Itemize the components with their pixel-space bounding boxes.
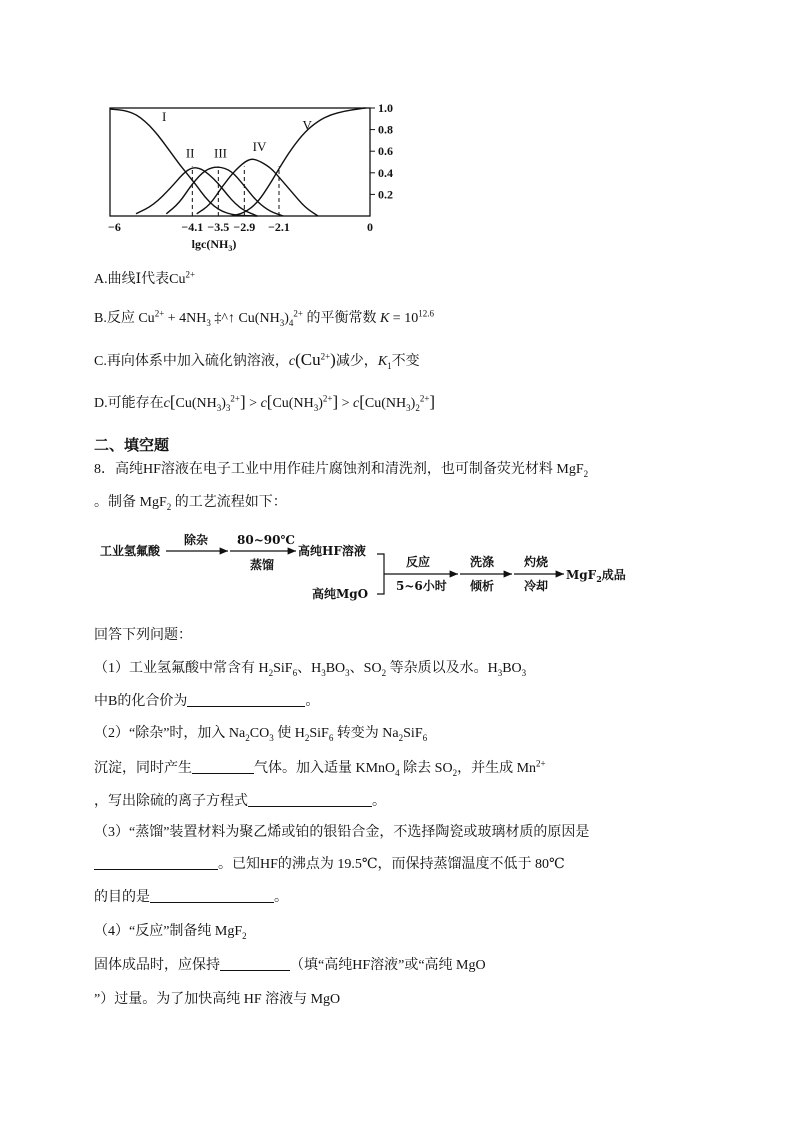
- x-tick-label: −2.1: [268, 220, 290, 234]
- series-label: III: [214, 145, 227, 161]
- q3-line3: 的目的是 。: [94, 890, 288, 905]
- section-title: 二、填空题: [94, 436, 170, 454]
- answer-blank-4[interactable]: [94, 855, 218, 870]
- q3-line2: 。已知HF的沸点为 19.5℃，而保持蒸馏温度不低于 80℃: [94, 855, 565, 875]
- x-tick-label: −6: [108, 220, 121, 234]
- flow-join-bracket: [377, 554, 384, 594]
- flow-step1-label: 除杂: [184, 533, 209, 547]
- flow-step2-top: 80~90℃: [237, 533, 295, 547]
- option-c: C.再向体系中加入硫化钠溶液，$c(Cu^{2+})$减少，$K_1$不变: [94, 350, 420, 371]
- flow-wash-bottom: 倾析: [470, 579, 495, 593]
- q1-line1: （1）工业氢氟酸中常含有 $H_2SiF_6$、$H_3BO_3$、$SO_2$ 等杂质以及水。$H_3BO_3$: [94, 661, 527, 678]
- y-tick-label: 0.6: [378, 144, 393, 159]
- option-a: A.曲线Ⅰ代表$Cu^{2+}$: [94, 269, 196, 287]
- flow-reagent-mgo: 高纯MgO: [312, 587, 369, 601]
- series-line-I: [110, 109, 257, 216]
- y-tick-label: 0.4: [378, 165, 393, 180]
- q2-line1: （2）“除杂”时，加入 $Na_2CO_3$ 使 $H_2SiF_6$ 转变为 $Na_2SiF_6$: [94, 726, 428, 743]
- option-b: B.反应 $Cu^{2+} + 4NH_3$ ‡^↑ $Cu(NH_3)_4^{2+}$ 的平衡常数 $K = 10^{12.6}$: [94, 308, 434, 328]
- series-line-II: [136, 168, 257, 216]
- flow-product-hf: 高纯HF溶液: [298, 544, 366, 558]
- q8-line1: 8．高纯HF溶液在电子工业中用作硅片腐蚀剂和清洗剂，也可制备荧光材料 MgF$_2$: [94, 462, 589, 479]
- answer-blank-3[interactable]: [248, 792, 372, 807]
- x-tick-label: 0: [367, 220, 373, 234]
- flow-react-top: 反应: [406, 555, 431, 569]
- series-label: IV: [252, 139, 267, 155]
- answer-blank-5[interactable]: [150, 888, 274, 903]
- process-flow-diagram: [100, 528, 660, 608]
- q8-line2: 。制备 MgF$_2$ 的工艺流程如下：: [94, 495, 287, 512]
- q2-line3: ，写出除硫的离子方程式 。: [94, 794, 386, 809]
- flow-final-product: MgF$_2$成品: [566, 568, 626, 584]
- series-label: I: [161, 108, 167, 124]
- y-tick-label: 1.0: [378, 101, 393, 115]
- x-tick-label: −2.9: [233, 220, 256, 234]
- plot-frame: [110, 108, 370, 216]
- flow-burn-top: 灼烧: [524, 555, 549, 569]
- series-label: II: [185, 145, 195, 161]
- q1-line2: 中B的化合价为 。: [94, 694, 320, 709]
- q2-line2: 沉淀，同时产生 气体。加入适量 KMnO$_4$ 除去 $SO_2$，并生成 $Mn^{2+}$: [94, 758, 546, 778]
- q4-line2: 固体成品时，应保持 （填“高纯HF溶液”或“高纯 MgO: [94, 958, 486, 973]
- x-tick-label: −3.5: [207, 220, 230, 234]
- option-d: D.可能存在$c[Cu(NH_3)_3^{2+}] > c[Cu(NH_3)^{2+}] > c[Cu(NH_3)_2^{2+}]$: [94, 392, 436, 413]
- flow-wash-top: 洗涤: [470, 555, 495, 569]
- q4-line3: ”）过量。为了加快高纯 HF 溶液与 MgO: [94, 992, 341, 1007]
- answer-blank-6[interactable]: [220, 956, 290, 971]
- y-tick-label: 0.2: [378, 187, 393, 202]
- series-label: V: [302, 117, 312, 133]
- x-axis-label: $\lg c(NH_3)$: [191, 237, 237, 253]
- x-tick-label: −4.1: [181, 220, 204, 234]
- flow-start: 工业氢氟酸: [100, 544, 161, 558]
- distribution-chart: [100, 98, 410, 260]
- y-tick-label: 0.8: [378, 122, 393, 137]
- q4-line1: （4）“反应”制备纯 MgF$_2$: [94, 924, 247, 941]
- flow-burn-bottom: 冷却: [524, 579, 549, 593]
- q3-line1: （3）“蒸馏”装置材料为聚乙烯或铂的银铅合金，不选择陶瓷或玻璃材质的原因是: [94, 825, 590, 840]
- flow-react-bottom: 5~6小时: [396, 579, 447, 593]
- answer-blank-2[interactable]: [192, 759, 254, 774]
- questions-intro: 回答下列问题：: [94, 628, 192, 643]
- flow-step2-bottom: 蒸馏: [250, 558, 275, 572]
- answer-blank-1[interactable]: [187, 692, 305, 707]
